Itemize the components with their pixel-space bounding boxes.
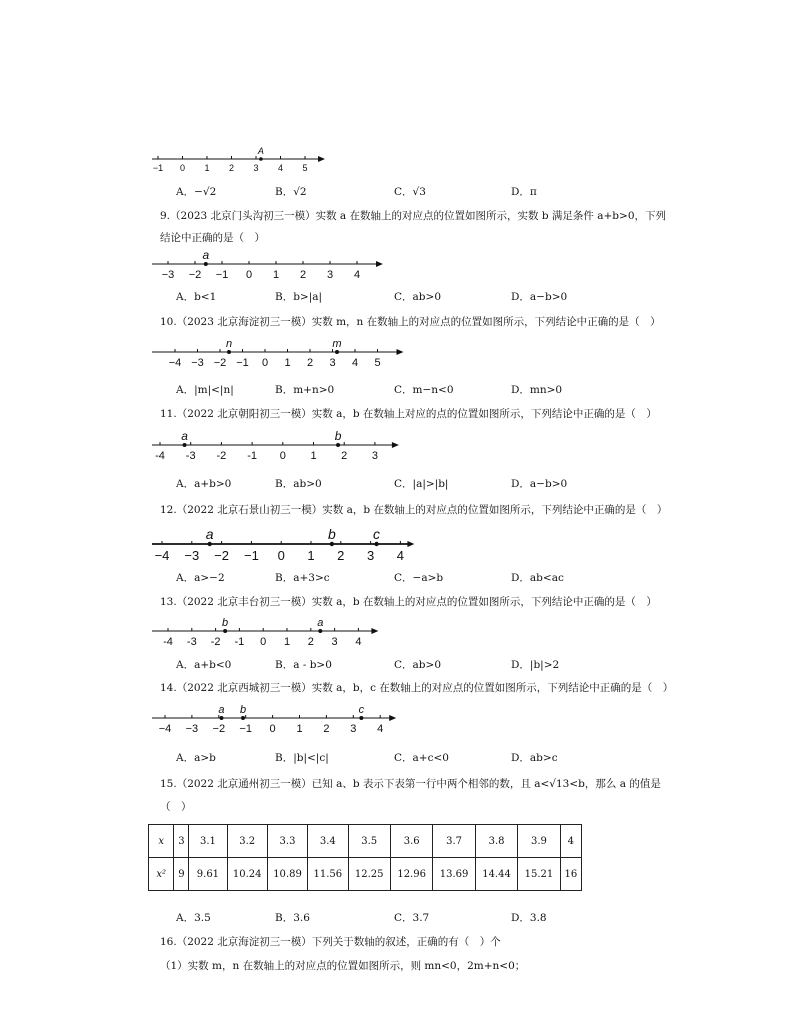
table-cell: 3 bbox=[174, 825, 189, 858]
tick-label: 3 bbox=[329, 357, 336, 369]
tick-label: −2 bbox=[213, 357, 227, 369]
point-marker bbox=[374, 542, 378, 546]
point-label: b bbox=[239, 704, 247, 716]
tick-label: 2 bbox=[228, 163, 235, 173]
table-cell: 15.21 bbox=[518, 858, 560, 891]
q15-stem-line1: 15.（2022 北京通州初三一模）已知 a、b 表示下表第一行中两个相邻的数，且 a<√13<b，那么 a 的值是 bbox=[160, 778, 661, 790]
q10-number-line bbox=[150, 336, 408, 372]
point-marker bbox=[183, 443, 187, 447]
q15-option-c: C．3.7 bbox=[394, 912, 430, 924]
tick-label: 4 bbox=[277, 163, 284, 173]
tick-label: −1 bbox=[152, 163, 164, 173]
point-marker bbox=[207, 542, 211, 546]
table-cell: 3.2 bbox=[227, 825, 267, 858]
point-label: m bbox=[332, 338, 342, 350]
q15-option-a: A．3.5 bbox=[176, 912, 211, 924]
tick-label: 2 bbox=[306, 357, 314, 369]
tick-label: 4 bbox=[396, 548, 405, 563]
tick-label: -4 bbox=[155, 450, 165, 462]
point-marker bbox=[330, 542, 334, 546]
tick-label: 0 bbox=[260, 636, 267, 648]
tick-label: 2 bbox=[323, 723, 330, 735]
q15-stem-line2: （ ） bbox=[160, 801, 192, 813]
point-label: a bbox=[317, 617, 324, 629]
table-cell: 3.5 bbox=[348, 825, 390, 858]
tick-label: 2 bbox=[341, 450, 348, 462]
q10-option-a: A．|m|<|n| bbox=[176, 384, 234, 396]
q10-option-d: D．mn>0 bbox=[511, 384, 563, 396]
tick-label: 3 bbox=[366, 548, 375, 563]
point-marker bbox=[204, 262, 208, 266]
tick-label: −1 bbox=[215, 269, 229, 281]
table-cell: 11.56 bbox=[308, 858, 348, 891]
tick-label: 0 bbox=[279, 450, 286, 462]
tick-label: 0 bbox=[261, 357, 269, 369]
point-label: b bbox=[327, 526, 336, 542]
tick-label: 1 bbox=[272, 269, 280, 281]
q8-option-c: C．√3 bbox=[394, 186, 426, 198]
tick-label: 3 bbox=[331, 636, 338, 648]
tick-label: 2 bbox=[299, 269, 307, 281]
q12-option-b: B．a+3>c bbox=[275, 572, 330, 584]
tick-label: -1 bbox=[247, 450, 257, 462]
table-cell: 13.69 bbox=[433, 858, 475, 891]
tick-label: -2 bbox=[210, 636, 221, 648]
q9-option-d: D．a−b>0 bbox=[511, 291, 568, 303]
q9-stem-line1: 9.（2023 北京门头沟初三一模）实数 a 在数轴上的对应点的位置如图所示，实数 b 满足条件 a+b>0，下列 bbox=[160, 210, 667, 222]
tick-label: −3 bbox=[185, 723, 199, 735]
tick-label: −1 bbox=[236, 357, 249, 369]
q9-number-line bbox=[150, 250, 390, 284]
q8-number-line bbox=[150, 145, 325, 177]
point-label: b bbox=[222, 617, 229, 629]
q11-option-c: C．|a|>|b| bbox=[394, 478, 449, 490]
q14-option-b: B．|b|<|c| bbox=[275, 752, 329, 764]
q14-option-d: D．ab>c bbox=[511, 752, 558, 764]
tick-label: -4 bbox=[163, 636, 173, 648]
q13-number-line bbox=[150, 614, 378, 650]
table-cell: 10.24 bbox=[227, 858, 267, 891]
point-label: c bbox=[373, 526, 381, 542]
table-cell: 12.96 bbox=[390, 858, 432, 891]
tick-label: 1 bbox=[296, 723, 303, 735]
tick-label: −4 bbox=[158, 723, 172, 735]
tick-label: 1 bbox=[204, 163, 210, 173]
tick-label: -3 bbox=[186, 636, 197, 648]
axis-arrow bbox=[318, 156, 325, 162]
table-cell: 3.8 bbox=[475, 825, 517, 858]
q15-option-b: B．3.6 bbox=[275, 912, 310, 924]
q15-option-d: D．3.8 bbox=[511, 912, 547, 924]
q16-sub1: （1）实数 m，n 在数轴上的对应点的位置如图所示，则 mn<0，2m+n<0； bbox=[160, 960, 526, 972]
point-label: a bbox=[181, 429, 188, 443]
point-marker bbox=[259, 157, 263, 161]
tick-label: 1 bbox=[307, 548, 315, 563]
tick-label: 2 bbox=[307, 636, 314, 648]
axis-arrow bbox=[376, 261, 383, 267]
q8-option-a: A．−√2 bbox=[176, 186, 217, 198]
table-cell: 3.9 bbox=[518, 825, 560, 858]
table-cell: 3.4 bbox=[308, 825, 348, 858]
point-label: b bbox=[334, 429, 342, 443]
q11-option-d: D．a−b>0 bbox=[511, 478, 568, 490]
point-marker bbox=[359, 716, 363, 720]
q9-option-b: B．b>|a| bbox=[275, 291, 323, 303]
table-cell: 9.61 bbox=[189, 858, 227, 891]
point-marker bbox=[336, 443, 340, 447]
table-cell: x² bbox=[149, 858, 174, 891]
tick-label: −4 bbox=[154, 548, 170, 563]
table-cell: 4 bbox=[560, 825, 581, 858]
table-cell: x bbox=[149, 825, 174, 858]
table-cell: 3.6 bbox=[390, 825, 432, 858]
q10-option-c: C．m−n<0 bbox=[394, 384, 454, 396]
tick-label: 3 bbox=[371, 450, 378, 462]
table-cell: 3.3 bbox=[267, 825, 307, 858]
point-label: a bbox=[202, 248, 210, 262]
tick-label: −1 bbox=[239, 723, 252, 735]
table-cell: 12.25 bbox=[348, 858, 390, 891]
q16-stem: 16.（2022 北京海淀初三一模）下列关于数轴的叙述，正确的有（ ）个 bbox=[160, 936, 501, 948]
point-marker bbox=[227, 350, 231, 354]
tick-label: 4 bbox=[351, 357, 359, 369]
tick-label: 0 bbox=[277, 548, 285, 563]
q12-option-c: C．−a>b bbox=[394, 572, 444, 584]
table-cell: 3.1 bbox=[189, 825, 227, 858]
tick-label: −2 bbox=[188, 269, 202, 281]
tick-label: 2 bbox=[337, 548, 345, 563]
q12-number-line bbox=[150, 524, 415, 564]
point-label: A bbox=[257, 146, 264, 156]
point-marker bbox=[223, 629, 227, 633]
tick-label: 3 bbox=[253, 163, 259, 173]
point-label: n bbox=[225, 338, 233, 350]
tick-label: −3 bbox=[184, 548, 200, 563]
q13-option-b: B．a - b>0 bbox=[275, 659, 332, 671]
q11-number-line bbox=[150, 428, 395, 466]
tick-label: 4 bbox=[377, 723, 384, 735]
table-cell: 9 bbox=[174, 858, 189, 891]
point-label: a bbox=[205, 526, 214, 542]
point-label: c bbox=[358, 704, 365, 716]
point-label: a bbox=[218, 704, 225, 716]
q13-option-c: C．ab>0 bbox=[394, 659, 441, 671]
tick-label: 1 bbox=[310, 450, 317, 462]
table-cell: 14.44 bbox=[475, 858, 517, 891]
tick-label: 4 bbox=[355, 636, 362, 648]
point-marker bbox=[335, 350, 339, 354]
point-marker bbox=[219, 716, 223, 720]
q15-table-row-x-squared bbox=[149, 858, 582, 891]
tick-label: 0 bbox=[269, 723, 276, 735]
tick-label: -1 bbox=[234, 636, 245, 648]
q9-option-a: A．b<1 bbox=[176, 291, 217, 303]
q13-option-a: A．a+b<0 bbox=[176, 659, 232, 671]
q11-option-b: B．ab>0 bbox=[275, 478, 322, 490]
q14-stem: 14.（2022 北京西城初三一模）实数 a，b，c 在数轴上的对应点的位置如图所示，下列结论中正确的是（ ） bbox=[160, 682, 674, 694]
q14-option-c: C．a+c<0 bbox=[394, 752, 449, 764]
tick-label: 0 bbox=[245, 269, 253, 281]
q11-option-a: A．a+b>0 bbox=[176, 478, 232, 490]
q9-stem-line2: 结论中正确的是（ ） bbox=[160, 232, 265, 244]
q14-option-a: A．a>b bbox=[176, 752, 216, 764]
tick-label: −4 bbox=[168, 357, 182, 369]
point-marker bbox=[241, 716, 245, 720]
axis-arrow bbox=[389, 715, 396, 721]
q12-stem: 12.（2022 北京石景山初三一模）实数 a，b 在数轴上的对应点的位置如图所示，下列结论中正确的是（ ） bbox=[160, 504, 668, 516]
q15-table-row-x bbox=[149, 825, 582, 858]
q15-value-table bbox=[148, 824, 582, 891]
table-cell: 10.89 bbox=[267, 858, 307, 891]
tick-label: −3 bbox=[191, 357, 204, 369]
q10-stem: 10.（2023 北京海淀初三一模）实数 m，n 在数轴上的对应点的位置如图所示，下列结论中正确的是（ ） bbox=[160, 316, 661, 328]
q8-option-b: B．√2 bbox=[275, 186, 307, 198]
point-marker bbox=[318, 629, 322, 633]
tick-label: -2 bbox=[216, 450, 227, 462]
tick-label: -3 bbox=[185, 450, 196, 462]
tick-label: 5 bbox=[374, 357, 381, 369]
tick-label: −2 bbox=[212, 723, 226, 735]
tick-label: 3 bbox=[326, 269, 334, 281]
tick-label: 3 bbox=[350, 723, 357, 735]
q13-stem: 13.（2022 北京丰台初三一模）实数 a，b 在数轴上的对应点的位置如图所示，下列结论中正确的是（ ） bbox=[160, 596, 657, 608]
q12-option-a: A．a>−2 bbox=[176, 572, 225, 584]
q12-option-d: D．ab<ac bbox=[511, 572, 564, 584]
tick-label: −3 bbox=[161, 269, 175, 281]
table-cell: 3.7 bbox=[433, 825, 475, 858]
tick-label: −2 bbox=[214, 548, 230, 563]
table-cell: 16 bbox=[560, 858, 581, 891]
tick-label: 5 bbox=[302, 163, 308, 173]
q14-number-line bbox=[150, 702, 390, 740]
axis-arrow bbox=[407, 541, 414, 547]
axis-arrow bbox=[371, 628, 378, 634]
q11-stem: 11.（2022 北京朝阳初三一模）实数 a，b 在数轴上对应的点的位置如图所示，下列结论中正确的是（ ） bbox=[160, 408, 657, 420]
q10-option-b: B．m+n>0 bbox=[275, 384, 335, 396]
tick-label: 1 bbox=[283, 636, 291, 648]
axis-arrow bbox=[392, 442, 399, 448]
axis-arrow bbox=[397, 349, 404, 355]
q8-option-d: D．π bbox=[511, 186, 537, 198]
q9-option-c: C．ab>0 bbox=[394, 291, 441, 303]
tick-label: 1 bbox=[284, 357, 291, 369]
tick-label: 4 bbox=[353, 269, 361, 281]
q13-option-d: D．|b|>2 bbox=[511, 659, 560, 671]
tick-label: 0 bbox=[179, 163, 186, 173]
tick-label: −1 bbox=[243, 548, 259, 563]
